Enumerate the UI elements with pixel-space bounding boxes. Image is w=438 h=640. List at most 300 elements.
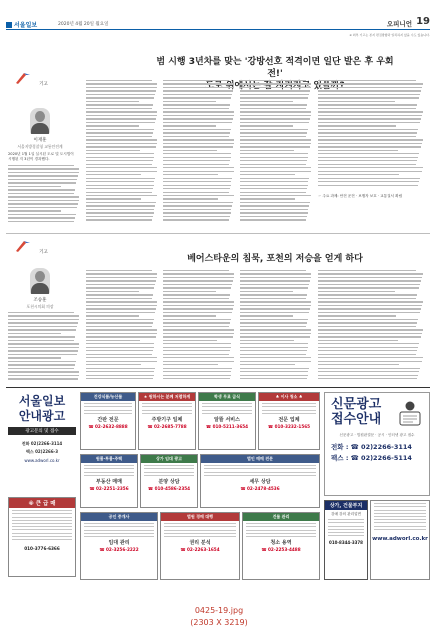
body-text-line xyxy=(318,150,398,151)
body-text-line xyxy=(163,80,229,81)
body-text-line xyxy=(240,347,308,348)
body-text-line xyxy=(8,221,74,222)
article1-headline-line1: 범 시행 3년차를 맞는 '강방선호 적격이면 일단 발은 후 우회전!' xyxy=(156,57,394,79)
pen-logo-icon xyxy=(14,239,34,253)
body-text-line xyxy=(8,175,78,176)
body-text-line xyxy=(163,322,230,323)
ad-box-title: 상가 임대 광고 xyxy=(141,455,197,463)
body-text-line xyxy=(86,157,154,158)
body-text-line xyxy=(86,129,154,130)
body-text-line xyxy=(318,294,417,295)
body-text-line xyxy=(8,172,79,173)
body-text-line xyxy=(318,305,422,306)
body-text-line xyxy=(86,277,157,278)
article1-tail: ☞ 주요 과제: 안전 운전 · 보행자 보호 · 교통질서 확립 xyxy=(318,194,403,198)
body-text-line xyxy=(240,132,307,133)
body-text-line xyxy=(86,90,156,91)
body-text-line xyxy=(8,319,79,320)
body-text-line xyxy=(163,188,230,189)
body-text-line xyxy=(318,167,423,168)
body-text-line xyxy=(86,125,139,126)
body-text-line xyxy=(8,165,74,166)
paper-logo xyxy=(6,20,37,29)
right-ad-phone2: 팩스 : ☎ 02)2266-5114 xyxy=(331,454,412,462)
body-text-line xyxy=(318,181,419,182)
ad-box-headline: 알뜰 서비스 xyxy=(214,416,240,423)
body-text-line xyxy=(86,153,154,154)
body-text-line xyxy=(163,167,234,168)
body-text-line xyxy=(318,87,422,88)
body-text-line xyxy=(8,368,74,369)
ad-box-phone: ☎ 010-3232-1565 xyxy=(267,423,311,429)
body-text-line xyxy=(163,198,218,199)
body-text-line xyxy=(163,164,229,165)
logo-square-icon xyxy=(6,22,12,28)
body-text-line xyxy=(240,153,308,154)
body-text-line xyxy=(318,336,421,337)
ad-box-headline: 임대 관리 xyxy=(108,539,130,546)
article2-col1 xyxy=(86,270,158,382)
body-text-line xyxy=(240,209,308,210)
body-text-line xyxy=(86,209,154,210)
body-text-line xyxy=(240,315,293,316)
body-text-line xyxy=(86,143,157,144)
body-text-line xyxy=(318,160,417,161)
body-text-line xyxy=(163,192,229,193)
article-divider xyxy=(6,233,430,234)
body-text-line xyxy=(240,146,310,147)
paper-name: 서울일보 xyxy=(14,22,38,29)
body-text-line xyxy=(163,205,232,206)
body-text-line xyxy=(240,104,307,105)
article2-tag xyxy=(14,238,48,257)
body-text-line xyxy=(240,94,309,95)
body-text-line xyxy=(8,193,74,194)
body-text-line xyxy=(163,104,230,105)
article2-headline: 베어스타운의 침묵, 포천의 저승을 얻게 하다 xyxy=(187,254,363,264)
body-text-line xyxy=(240,312,309,313)
body-text-line xyxy=(86,280,156,281)
body-text-line xyxy=(318,139,423,140)
body-text-line xyxy=(318,333,422,334)
body-text-line xyxy=(318,350,417,351)
editorial-note: ※ 외부 기고는 본지 편집방향과 일치하지 않을 수도 있습니다. xyxy=(349,33,430,37)
article1-tag xyxy=(14,70,48,89)
body-text-line xyxy=(318,340,398,341)
body-text-line xyxy=(318,280,421,281)
body-text-line xyxy=(8,326,77,327)
body-text-line xyxy=(86,115,157,116)
body-text-line xyxy=(240,291,293,292)
ad-box-9 xyxy=(160,512,240,580)
body-text-line xyxy=(86,192,152,193)
shop-ad-title: 상가, 건물부지 xyxy=(325,501,367,510)
article2-col0 xyxy=(8,312,80,382)
body-text-line xyxy=(86,202,156,203)
article1-col4 xyxy=(318,80,424,190)
body-text-line xyxy=(163,294,230,295)
body-text-line xyxy=(8,186,61,187)
ad-box-title: 학생 무료 급식 xyxy=(199,393,255,401)
body-text-line xyxy=(240,357,311,358)
body-text-line xyxy=(86,104,153,105)
body-text-line xyxy=(240,368,309,369)
body-text-line xyxy=(240,198,295,199)
body-text-line xyxy=(318,354,416,355)
body-text-line xyxy=(318,319,418,320)
author1-photo xyxy=(30,108,50,134)
body-text-line xyxy=(163,160,230,161)
body-text-line xyxy=(240,280,310,281)
body-text-line xyxy=(86,174,141,175)
body-text-line xyxy=(163,319,231,320)
body-text-line xyxy=(240,80,306,81)
ad-box-5 xyxy=(80,454,138,508)
body-text-line xyxy=(318,174,399,175)
ad-box-phone: ☎ 02-3256-2222 xyxy=(99,546,139,552)
body-text-line xyxy=(86,185,154,186)
ad-box-title: 법원 경매 대행 xyxy=(161,513,239,521)
body-text-line xyxy=(163,132,230,133)
body-text-line xyxy=(163,212,231,213)
ad-box-phone: ☎ 02-2253-4488 xyxy=(261,546,301,552)
body-text-line xyxy=(240,326,306,327)
body-text-line xyxy=(86,375,154,376)
body-text-line xyxy=(240,174,295,175)
body-text-line xyxy=(318,347,418,348)
body-text-line xyxy=(163,357,234,358)
left-ad-phone1: 전화 02)2266-3114 xyxy=(21,441,63,446)
body-text-line xyxy=(86,216,153,217)
ad-box-headline: 청소 용역 xyxy=(270,539,292,546)
body-text-line xyxy=(86,326,152,327)
ad-box-headline: 세무 상담 xyxy=(249,478,271,485)
ad-box-headline: 주방기구 일체 xyxy=(151,416,183,423)
right-ad-title2: 접수안내 xyxy=(331,412,382,427)
body-text-line xyxy=(86,195,157,196)
ad-box-10 xyxy=(242,512,320,580)
left-ad-header xyxy=(8,394,76,463)
left-ad-title2: 안내광고 xyxy=(18,409,66,423)
body-text-line xyxy=(240,160,307,161)
body-text-line xyxy=(163,273,234,274)
body-text-line xyxy=(86,94,155,95)
pen-logo-icon xyxy=(14,71,34,85)
body-text-line xyxy=(318,301,423,302)
body-text-line xyxy=(318,97,419,98)
body-text-line xyxy=(318,108,416,109)
body-text-line xyxy=(8,200,79,201)
body-text-line xyxy=(86,378,153,379)
body-text-line xyxy=(163,174,218,175)
body-text-line xyxy=(318,125,396,126)
body-text-line xyxy=(240,171,311,172)
body-text-line xyxy=(86,111,157,112)
body-text-line xyxy=(8,210,61,211)
body-text-line xyxy=(163,136,229,137)
body-text-line xyxy=(86,132,153,133)
body-text-line xyxy=(86,298,152,299)
body-text-line xyxy=(8,364,75,365)
shop-ad-sub: 강매 강의 관리업면 xyxy=(330,512,362,516)
body-text-line xyxy=(86,164,152,165)
body-text-line xyxy=(163,129,231,130)
right-ad-title1: 신문광고 xyxy=(331,397,382,412)
issue-date: 2020년 4월 20일 월요일 xyxy=(58,22,109,27)
body-text-line xyxy=(163,111,234,112)
ads-rule xyxy=(6,387,430,388)
body-text-line xyxy=(240,118,310,119)
body-text-line xyxy=(86,315,139,316)
ad-box-phone: ☎ 02-2685-7788 xyxy=(147,423,187,429)
body-text-line xyxy=(163,139,234,140)
body-text-line xyxy=(86,287,154,288)
body-text-line xyxy=(8,361,76,362)
body-text-line xyxy=(240,192,306,193)
body-text-line xyxy=(318,171,422,172)
body-text-line xyxy=(86,270,152,271)
author2-role: 포천시의회 의장 xyxy=(26,304,54,309)
body-text-line xyxy=(163,87,234,88)
body-text-line xyxy=(8,347,79,348)
body-text-line xyxy=(86,294,153,295)
body-text-line xyxy=(163,280,233,281)
body-text-line xyxy=(318,157,418,158)
body-text-line xyxy=(86,273,157,274)
body-text-line xyxy=(240,308,310,309)
right-ad-desc: 신문광고 · 법원판결문 · 공시 · 인터넷 광고 접수 xyxy=(339,433,415,437)
body-text-line xyxy=(163,361,234,362)
body-text-line xyxy=(318,115,422,116)
body-text-line xyxy=(163,287,231,288)
body-text-line xyxy=(86,219,152,220)
body-text-line xyxy=(318,361,422,362)
body-text-line xyxy=(86,371,154,372)
body-text-line xyxy=(240,212,308,213)
body-text-line xyxy=(86,108,152,109)
body-text-line xyxy=(8,207,77,208)
body-text-line xyxy=(86,368,155,369)
body-text-line xyxy=(240,115,311,116)
ad-box-8 xyxy=(80,512,158,580)
body-text-line xyxy=(8,329,76,330)
body-text-line xyxy=(8,203,78,204)
body-text-line xyxy=(86,322,153,323)
body-text-line xyxy=(240,90,310,91)
body-text-line xyxy=(240,185,308,186)
body-text-line xyxy=(163,157,231,158)
body-text-line xyxy=(318,178,420,179)
body-text-line xyxy=(318,83,423,84)
body-text-line xyxy=(240,188,307,189)
body-text-line xyxy=(240,181,308,182)
body-text-line xyxy=(86,139,157,140)
body-text-line xyxy=(318,101,395,102)
body-text-line xyxy=(86,301,157,302)
body-text-line xyxy=(240,143,311,144)
body-text-line xyxy=(240,83,311,84)
ad-box-4 xyxy=(258,392,320,450)
body-text-line xyxy=(86,350,153,351)
body-text-line xyxy=(318,153,419,154)
body-text-line xyxy=(240,287,308,288)
page-number: 19 xyxy=(416,16,430,27)
body-text-line xyxy=(8,179,77,180)
article1-tag-label: 기고 xyxy=(39,82,48,87)
body-text-line xyxy=(8,217,75,218)
body-text-line xyxy=(240,284,309,285)
ad-box-phone: ☎ 010-4586-2354 xyxy=(147,485,191,491)
body-text-line xyxy=(240,136,306,137)
body-text-line xyxy=(240,87,311,88)
body-text-line xyxy=(240,298,306,299)
left-ad-phone2: 팩스 02)2266-3 xyxy=(25,449,59,454)
body-text-line xyxy=(240,333,311,334)
shop-ad xyxy=(324,500,368,580)
body-text-line xyxy=(318,277,422,278)
body-text-line xyxy=(86,80,152,81)
body-text-line xyxy=(8,357,61,358)
image-dimensions: (2303 X 3219) xyxy=(190,618,248,627)
body-text-line xyxy=(8,336,75,337)
body-text-line xyxy=(163,354,229,355)
ad-box-title: 원룸·투룸·주택 xyxy=(81,455,137,463)
body-text-line xyxy=(163,284,232,285)
article1-col3 xyxy=(240,80,312,225)
body-text-line xyxy=(86,97,154,98)
body-text-line xyxy=(318,343,419,344)
body-text-line xyxy=(86,357,157,358)
body-text-line xyxy=(318,132,417,133)
body-text-line xyxy=(8,168,79,169)
body-text-line xyxy=(318,118,421,119)
body-text-line xyxy=(240,361,311,362)
body-text-line xyxy=(318,90,421,91)
body-text-line xyxy=(240,129,308,130)
body-text-line xyxy=(318,308,421,309)
body-text-line xyxy=(8,189,75,190)
body-text-line xyxy=(163,115,234,116)
ad-box-phone: ☎ 02-2632-8888 xyxy=(88,423,128,429)
ad-box-7 xyxy=(200,454,320,508)
body-text-line xyxy=(8,196,79,197)
body-text-line xyxy=(240,340,294,341)
body-text-line xyxy=(240,195,311,196)
body-text-line xyxy=(318,185,418,186)
body-text-line xyxy=(163,216,230,217)
body-text-line xyxy=(8,375,79,376)
body-text-line xyxy=(318,136,416,137)
body-text-line xyxy=(318,371,419,372)
body-text-line xyxy=(318,322,417,323)
body-text-line xyxy=(240,378,307,379)
body-text-line xyxy=(163,371,231,372)
body-text-line xyxy=(163,364,218,365)
body-text-line xyxy=(240,202,310,203)
body-text-line xyxy=(8,343,79,344)
ad-box-phone: ☎ 010-5211-3654 xyxy=(205,423,249,429)
body-text-line xyxy=(318,298,416,299)
body-text-line xyxy=(8,312,74,313)
body-text-line xyxy=(86,212,154,213)
body-text-line xyxy=(86,171,157,172)
person-reading-icon xyxy=(395,399,425,427)
article2-col4 xyxy=(318,270,424,382)
ad-box-title: ★ 원하시는 분께 저렴하게 xyxy=(139,393,195,401)
body-text-line xyxy=(163,308,233,309)
body-text-line xyxy=(318,270,416,271)
body-text-line xyxy=(8,214,76,215)
body-text-line xyxy=(318,129,418,130)
body-text-line xyxy=(318,312,420,313)
body-text-line xyxy=(240,178,309,179)
body-text-line xyxy=(240,277,311,278)
right-ad-phone1: 전화 : ☎ 02)2266-3114 xyxy=(331,443,412,451)
body-text-line xyxy=(240,108,306,109)
article2-tag-label: 기고 xyxy=(39,250,48,255)
body-text-line xyxy=(86,284,155,285)
body-text-line xyxy=(86,160,153,161)
body-text-line xyxy=(163,150,217,151)
body-text-line xyxy=(318,146,421,147)
body-text-line xyxy=(318,143,422,144)
author2-byline xyxy=(10,297,70,310)
body-text-line xyxy=(86,336,156,337)
author2-photo xyxy=(30,268,50,294)
ad-box-headline: 부동산 매매 xyxy=(96,478,122,485)
body-text-line xyxy=(240,97,308,98)
body-text-line xyxy=(86,150,140,151)
body-text-line xyxy=(8,322,78,323)
body-text-line xyxy=(318,111,423,112)
ad-box-2 xyxy=(138,392,196,450)
body-text-line xyxy=(8,340,74,341)
body-text-line xyxy=(318,164,416,165)
body-text-line xyxy=(240,111,311,112)
body-text-line xyxy=(163,336,233,337)
left-ad-title1: 서울일보 xyxy=(18,394,66,408)
body-text-line xyxy=(86,87,157,88)
body-text-line xyxy=(163,375,231,376)
ad-box-title: 건물 관리 xyxy=(243,513,319,521)
body-text-line xyxy=(240,294,307,295)
ad-box-6 xyxy=(140,454,198,508)
body-text-line xyxy=(86,364,141,365)
body-text-line xyxy=(240,139,311,140)
body-text-line xyxy=(318,326,416,327)
body-text-line xyxy=(240,319,308,320)
ad-box-3 xyxy=(198,392,256,450)
body-text-line xyxy=(86,329,157,330)
body-text-line xyxy=(240,336,310,337)
body-text-line xyxy=(163,118,233,119)
body-text-line xyxy=(86,83,157,84)
right-ad-email: www.adworl.co.kr xyxy=(372,535,428,542)
body-text-line xyxy=(86,122,155,123)
ad-box-headline: 권리 분석 xyxy=(189,539,211,546)
body-text-line xyxy=(86,354,152,355)
body-text-line xyxy=(163,108,229,109)
author1-byline xyxy=(10,137,70,150)
body-text-line xyxy=(163,94,232,95)
ad-box-1 xyxy=(80,392,136,450)
body-text-line xyxy=(163,301,234,302)
ad-box-phone: ☎ 02-2251-2356 xyxy=(89,485,129,491)
body-text-line xyxy=(86,198,141,199)
body-text-line xyxy=(318,104,417,105)
body-text-line xyxy=(163,209,231,210)
body-text-line xyxy=(86,305,157,306)
